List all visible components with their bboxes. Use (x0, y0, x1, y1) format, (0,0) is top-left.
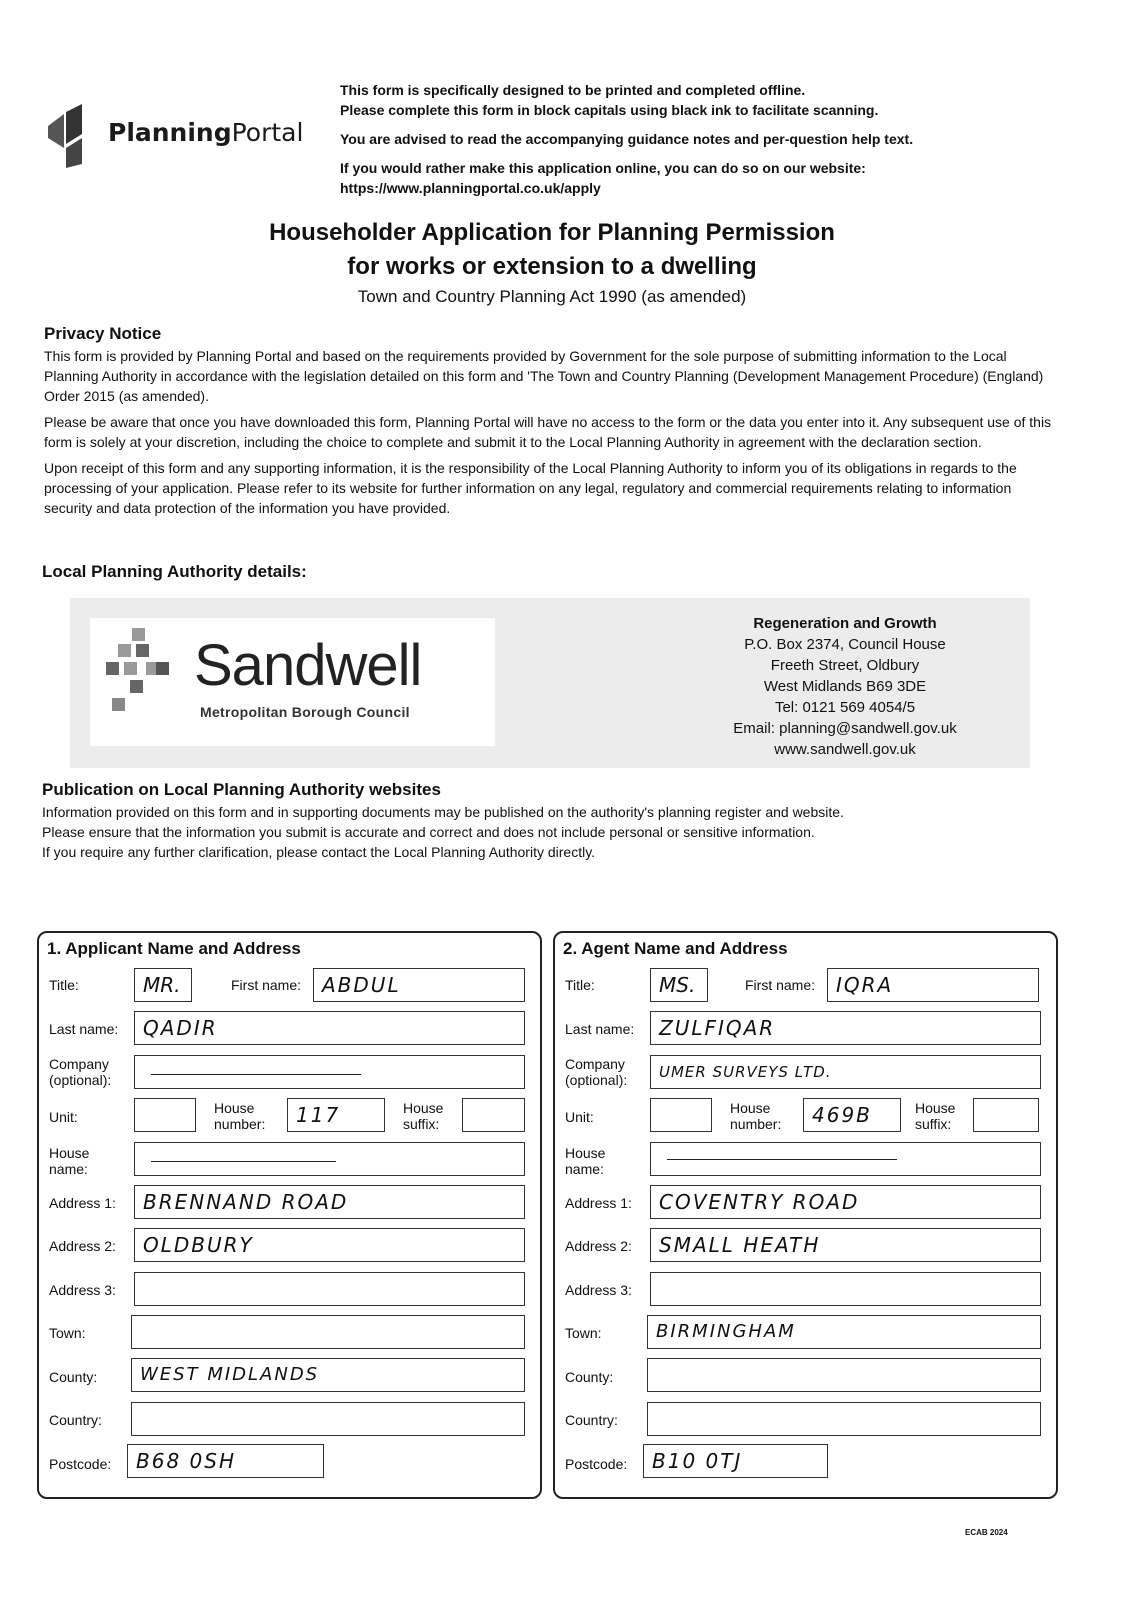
sandwell-logo (90, 618, 495, 746)
house-name-label: House (49, 1145, 90, 1161)
lpa-address-line: P.O. Box 2374, Council House (744, 636, 946, 653)
sandwell-wordmark: Sandwell (194, 633, 422, 698)
postcode-field[interactable]: B68 0SH (127, 1444, 324, 1478)
address2-label: Address 2: (565, 1238, 632, 1254)
optional-label: (optional): (565, 1072, 628, 1088)
logo-square (118, 644, 131, 657)
lpa-heading: Local Planning Authority details: (42, 562, 307, 581)
publication-line: Information provided on this form and in supporting documents may be published on the authority's planning register and website. (42, 804, 844, 820)
house-number-label-2: number: (214, 1116, 266, 1132)
instruction-line: This form is specifically designed to be printed and completed offline. (340, 82, 806, 98)
house-name-label-2: name: (49, 1161, 88, 1177)
lpa-phone: Tel: 0121 569 4054/5 (774, 699, 916, 716)
postcode-label: Postcode: (49, 1456, 112, 1472)
first-name-field[interactable]: IQRA (827, 968, 1039, 1002)
address2-field[interactable]: OLDBURY (134, 1228, 525, 1262)
lpa-website: www.sandwell.gov.uk (774, 741, 916, 758)
house-number-field[interactable]: 469B (803, 1098, 901, 1132)
privacy-notice (44, 324, 1054, 524)
unit-field[interactable] (134, 1098, 196, 1132)
county-label: County: (565, 1369, 614, 1385)
lpa-email: Email: planning@sandwell.gov.uk (733, 720, 957, 737)
lpa-address (690, 613, 1000, 760)
logo-square (156, 662, 169, 675)
company-label: Company (49, 1056, 109, 1072)
privacy-paragraph: This form is provided by Planning Portal and based on the requirements provided by Government for the sole purpose of submitting information to the Local Planning Authority in accordance with the legislation detailed on this form and 'The Town and Country Planning (Development Management Procedure) (England) Order 2015 (as amended). (44, 348, 1044, 404)
house-name-label-2: name: (565, 1161, 604, 1177)
strike-line (151, 1074, 361, 1075)
publication-heading: Publication on Local Planning Authority websites (42, 780, 441, 799)
postcode-field[interactable]: B10 0TJ (643, 1444, 828, 1478)
house-number-field[interactable]: 117 (287, 1098, 385, 1132)
house-number-label-2: number: (730, 1116, 782, 1132)
house-number-label: House (214, 1100, 255, 1116)
planning-portal-wordmark: PlanningPortal (108, 118, 304, 147)
address2-label: Address 2: (49, 1238, 116, 1254)
house-suffix-label-2: suffix: (403, 1116, 440, 1132)
optional-label: (optional): (49, 1072, 112, 1088)
instruction-line: If you would rather make this application online, you can do so on our website: (340, 160, 866, 176)
last-name-label: Last name: (49, 1021, 119, 1037)
address1-field[interactable]: BRENNAND ROAD (134, 1185, 525, 1219)
agent-section (553, 931, 1058, 1499)
address3-label: Address 3: (49, 1282, 116, 1298)
form-title (0, 216, 1104, 310)
lpa-department: Regeneration and Growth (753, 615, 937, 632)
house-suffix-label: House (403, 1100, 444, 1116)
county-field[interactable] (647, 1358, 1041, 1392)
logo-square (112, 698, 125, 711)
house-number-label: House (730, 1100, 771, 1116)
title-field[interactable]: MR. (134, 968, 192, 1002)
title-line-2: for works or extension to a dwelling (347, 253, 757, 280)
title-subtitle: Town and Country Planning Act 1990 (as amended) (357, 287, 747, 306)
postcode-label: Postcode: (565, 1456, 628, 1472)
lpa-address-line: Freeth Street, Oldbury (770, 657, 920, 674)
publication-line: If you require any further clarification, please contact the Local Planning Authority directly. (42, 844, 596, 860)
last-name-field[interactable]: ZULFIQAR (650, 1011, 1041, 1045)
unit-label: Unit: (565, 1109, 594, 1125)
instruction-url: https://www.planningportal.co.uk/apply (340, 180, 601, 196)
country-label: Country: (565, 1412, 618, 1428)
last-name-label: Last name: (565, 1021, 635, 1037)
lpa-address-line: West Midlands B69 3DE (763, 678, 927, 695)
country-field[interactable] (131, 1402, 525, 1436)
country-label: Country: (49, 1412, 102, 1428)
logo-square (124, 662, 137, 675)
town-field[interactable] (131, 1315, 525, 1349)
house-suffix-field[interactable] (973, 1098, 1039, 1132)
title-label: Title: (49, 977, 79, 993)
instruction-line: Please complete this form in block capitals using black ink to facilitate scanning. (340, 102, 879, 118)
house-name-label: House (565, 1145, 606, 1161)
applicant-section (37, 931, 542, 1499)
sandwell-subtitle: Metropolitan Borough Council (200, 704, 410, 720)
form-instructions (340, 80, 1040, 198)
first-name-field[interactable]: ABDUL (313, 968, 525, 1002)
first-name-label: First name: (231, 977, 302, 993)
town-field[interactable]: BIRMINGHAM (647, 1315, 1041, 1349)
publication-line: Please ensure that the information you submit is accurate and correct and does not include personal or sensitive information. (42, 824, 815, 840)
address1-field[interactable]: COVENTRY ROAD (650, 1185, 1041, 1219)
country-field[interactable] (647, 1402, 1041, 1436)
house-suffix-label: House (915, 1100, 956, 1116)
county-label: County: (49, 1369, 98, 1385)
strike-line (667, 1159, 897, 1160)
company-label: Company (565, 1056, 625, 1072)
publication-notice (42, 780, 1062, 862)
planning-portal-icon (42, 104, 102, 168)
house-suffix-label-2: suffix: (915, 1116, 952, 1132)
address1-label: Address 1: (565, 1195, 632, 1211)
logo-square (132, 628, 145, 641)
company-field[interactable] (134, 1055, 525, 1089)
company-field[interactable]: UMER SURVEYS LTD. (650, 1055, 1041, 1089)
unit-label: Unit: (49, 1109, 78, 1125)
house-suffix-field[interactable] (462, 1098, 525, 1132)
privacy-paragraph: Please be aware that once you have downloaded this form, Planning Portal will have no access to the form or the data you enter into it. Any subsequent use of this form is solely at your discretion, including the choice to complete and submit it to the Local Planning Authority in agreement with the declaration section. (44, 414, 1052, 450)
address3-label: Address 3: (565, 1282, 632, 1298)
title-field[interactable]: MS. (650, 968, 708, 1002)
first-name-label: First name: (745, 977, 816, 993)
address3-field[interactable] (650, 1272, 1041, 1306)
strike-line (151, 1161, 336, 1162)
instruction-line: You are advised to read the accompanying guidance notes and per-question help text. (340, 131, 914, 147)
address3-field[interactable] (134, 1272, 525, 1306)
house-name-field[interactable] (134, 1142, 525, 1176)
title-label: Title: (565, 977, 595, 993)
town-label: Town: (49, 1325, 86, 1341)
logo-square (130, 680, 143, 693)
last-name-field[interactable]: QADIR (134, 1011, 525, 1045)
logo-square (136, 644, 149, 657)
title-line-1: Householder Application for Planning Permission (269, 219, 835, 246)
town-label: Town: (565, 1325, 602, 1341)
applicant-heading: 1. Applicant Name and Address (47, 939, 301, 958)
planning-portal-logo (42, 104, 312, 168)
unit-field[interactable] (650, 1098, 712, 1132)
address2-field[interactable]: SMALL HEATH (650, 1228, 1041, 1262)
agent-heading: 2. Agent Name and Address (563, 939, 788, 958)
county-field[interactable]: WEST MIDLANDS (131, 1358, 525, 1392)
footer-code: ECAB 2024 (965, 1528, 1008, 1537)
address1-label: Address 1: (49, 1195, 116, 1211)
privacy-paragraph: Upon receipt of this form and any supporting information, it is the responsibility of the Local Planning Authority to inform you of its obligations in regards to the processing of your application. Please refer to its website for further information on any legal, regulatory and commercial requirements relating to information security and data protection of the information you have provided. (44, 460, 1017, 516)
privacy-heading: Privacy Notice (44, 324, 162, 343)
logo-square (106, 662, 119, 675)
